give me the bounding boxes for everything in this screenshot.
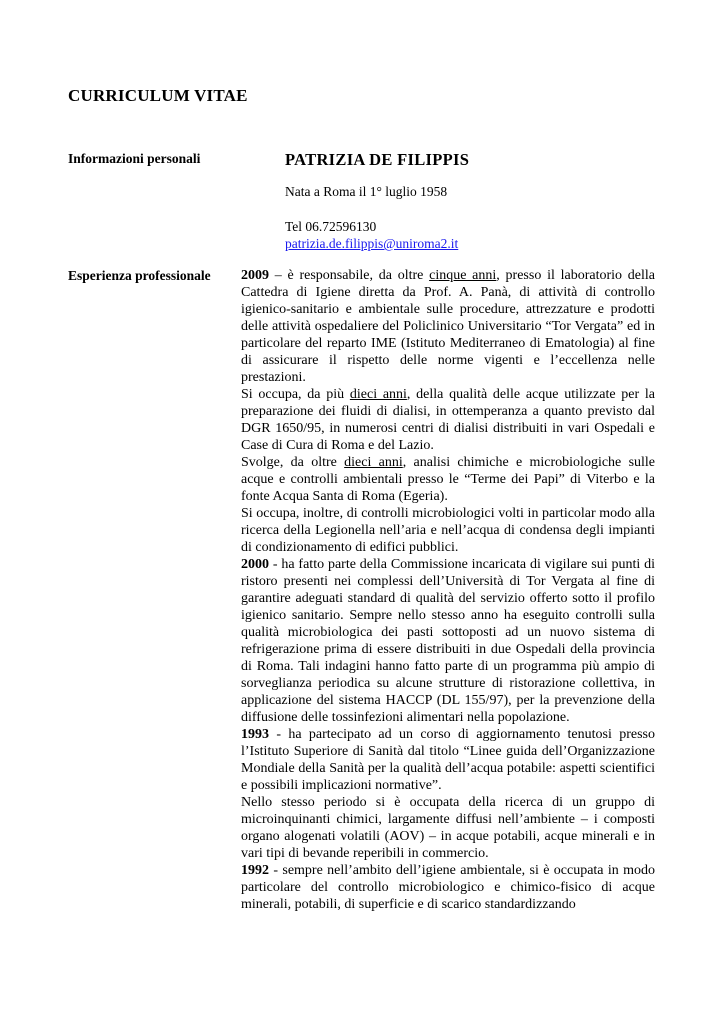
text-run: Si occupa, da più <box>241 387 350 402</box>
year-label: 1992 <box>241 863 269 878</box>
paragraph-1992 <box>241 862 655 913</box>
underlined-text: dieci anni <box>344 455 403 470</box>
paragraph-dialysis <box>241 386 655 454</box>
text-run: – è responsabile, da oltre <box>269 268 430 283</box>
paragraph-1993 <box>241 726 655 794</box>
text-run: - ha fatto parte della Commissione incaricata di vigilare sui punti di ristoro presenti nei complessi dell’Università di Tor Vergata al fine di garantire adeguati standard di qualità del servizio offerto sotto il profilo igienico sanitario. Sempre nello stesso anno ha eseguito controlli sulla qualità microbiologica dei pasti sottoposti ad un nuovo sistema di refrigerazione prima di essere distribuiti in due Ospedali della provincia di Roma. Tali indagini hanno fatto parte di un programma più ampio di sorveglianza periodica su alcune strutture di ristorazione collettiva, in applicazione del sistema HACCP (DL 155/97), per la prevenzione della diffusione delle tossinfezioni alimentari nella popolazione. <box>241 557 655 725</box>
paragraph-aov: Nello stesso periodo si è occupata della ricerca di un gruppo di microinquinanti chimici, largamente diffusi nell’ambiente – i composti organo alogenati volatili (AOV) – in acque potabili, acque minerali e in vari tipi di bevande reperibili in commercio. <box>241 795 655 861</box>
page-title: CURRICULUM VITAE <box>68 86 248 105</box>
text-run: Svolge, da oltre <box>241 455 345 470</box>
email-link[interactable]: patrizia.de.filippis@uniroma2.it <box>285 236 459 251</box>
experience-label: Esperienza professionale <box>68 268 211 283</box>
paragraph-2009 <box>241 267 655 386</box>
paragraph-legionella: Si occupa, inoltre, di controlli microbiologici volti in particolar modo alla ricerca della Legionella nell’aria e nell’acqua di condensa degli impianti di condizionamento di edifici pubblici. <box>241 506 655 555</box>
underlined-text: dieci anni <box>349 387 407 402</box>
paragraph-2000 <box>241 556 655 726</box>
text-run: - sempre nell’ambito dell’igiene ambientale, si è occupata in modo particolare del controllo microbiologico e chimico-fisico di acque minerali, potabili, di superficie e di scarico standardizzando <box>241 863 655 912</box>
year-label: 2000 <box>241 557 269 572</box>
experience-body <box>241 267 655 913</box>
birth-info: Nata a Roma il 1° luglio 1958 <box>285 184 448 199</box>
person-name: PATRIZIA DE FILIPPIS <box>285 150 470 169</box>
text-run: - ha partecipato ad un corso di aggiornamento tenutosi presso l’Istituto Superiore di Sanità dal titolo “Linee guida dell’Organizzazione Mondiale della Sanità per la qualità dell’acqua potabile: aspetti scientifici e possibili implicazioni normative”. <box>241 727 655 793</box>
text-run: , analisi chimiche e microbiologiche sulle acque e controlli ambientali presso le “Terme dei Papi” di Viterbo e la fonte Acqua Santa di Roma (Egeria). <box>241 455 656 504</box>
personal-info-label: Informazioni personali <box>68 151 201 166</box>
underlined-text: cinque anni <box>429 268 497 283</box>
phone-number: Tel 06.72596130 <box>285 219 377 234</box>
text-run: , della qualità delle acque utilizzate per la preparazione dei fluidi di dialisi, in ottemperanza a quanto previsto dal DGR 1650/95, in numerosi centri di dialisi distribuiti in vari Ospedali e Case di Cura di Roma e del Lazio. <box>241 387 656 453</box>
text-run: , presso il laboratorio della Cattedra di Igiene diretta da Prof. A. Panà, di attività di controllo igienico-sanitario e ambientale sulle procedure, attrezzature e prodotti delle attività ospedaliere del Policlinico Universitario “Tor Vergata” ed in particolare del reparto IME (Istituto Mediterraneo di Ematologia) al fine di assicurare il rispetto delle norme vigenti e l’eccellenza nelle prestazioni. <box>241 268 656 385</box>
year-label: 1993 <box>241 727 269 742</box>
year-label: 2009 <box>241 268 269 283</box>
paragraph-terme <box>241 454 655 505</box>
